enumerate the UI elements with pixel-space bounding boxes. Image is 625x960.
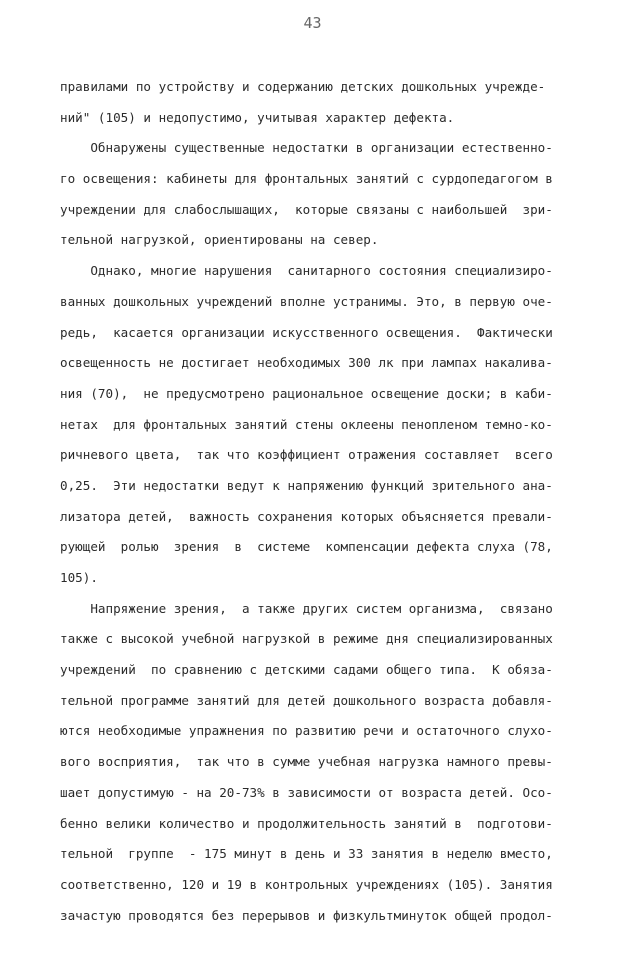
text-line: шает допустимую - на 20-73% в зависимости от возраста детей. Осо- (60, 784, 553, 800)
text-line: бенно велики количество и продолжительность занятий в подготови- (60, 815, 553, 831)
text-line: ричневого цвета, так что коэффициент отражения составляет всего (60, 447, 553, 463)
text-line: тельной нагрузкой, ориентированы на север. (60, 232, 379, 248)
text-line: ются необходимые упражнения по развитию речи и остаточного слухо- (60, 723, 553, 739)
text-line: 0,25. Эти недостатки ведут к напряжению функций зрительного ана- (60, 477, 553, 493)
text-line: ванных дошкольных учреждений вполне устранимы. Это, в первую оче- (60, 293, 553, 309)
page-body (60, 72, 600, 931)
text-line: Обнаружены существенные недостатки в организации естественно- (60, 140, 553, 156)
text-line: соответственно, 120 и 19 в контрольных учреждениях (105). Занятия (60, 876, 553, 892)
text-line: также с высокой учебной нагрузкой в режиме дня специализированных (60, 631, 553, 647)
text-line: 105). (60, 570, 98, 585)
text-line: Однако, многие нарушения санитарного состояния специализиро- (60, 263, 553, 279)
text-line: тельной группе - 175 минут в день и 33 занятия в неделю вместо, (60, 846, 553, 862)
text-line: правилами по устройству и содержанию детских дошкольных учрежде- (60, 79, 546, 94)
text-line: рующей ролью зрения в системе компенсации дефекта слуха (78, (60, 539, 553, 555)
text-line: учреждении для слабослышащих, которые связаны с наибольшей зри- (60, 201, 553, 217)
text-line: го освещения: кабинеты для фронтальных занятий с сурдопедагогом в (60, 171, 553, 187)
text-line: учреждений по сравнению с детскими садами общего типа. К обяза- (60, 662, 553, 678)
text-line: освещенность не достигает необходимых 300 лк при лампах накалива- (60, 355, 553, 371)
text-line: тельной программе занятий для детей дошкольного возраста добавля- (60, 692, 553, 708)
text-line: редь, касается организации искусственного освещения. Фактически (60, 324, 553, 340)
text-line: нетах для фронтальных занятий стены оклеены пенопленом темно-ко- (60, 416, 553, 432)
text-line: ний" (105) и недопустимо, учитывая характер дефекта. (60, 109, 455, 125)
text-line: вого восприятия, так что в сумме учебная нагрузка намного превы- (60, 754, 553, 770)
page-number: 43 (303, 14, 322, 32)
text-line: лизатора детей, важность сохранения которых объясняется превали- (60, 508, 553, 524)
text-line: Напряжение зрения, а также других систем организма, связано (60, 600, 553, 616)
text-line: зачастую проводятся без перерывов и физкультминуток общей продол- (60, 907, 553, 923)
text-line: ния (70), не предусмотрено рациональное освещение доски; в каби- (60, 385, 553, 401)
